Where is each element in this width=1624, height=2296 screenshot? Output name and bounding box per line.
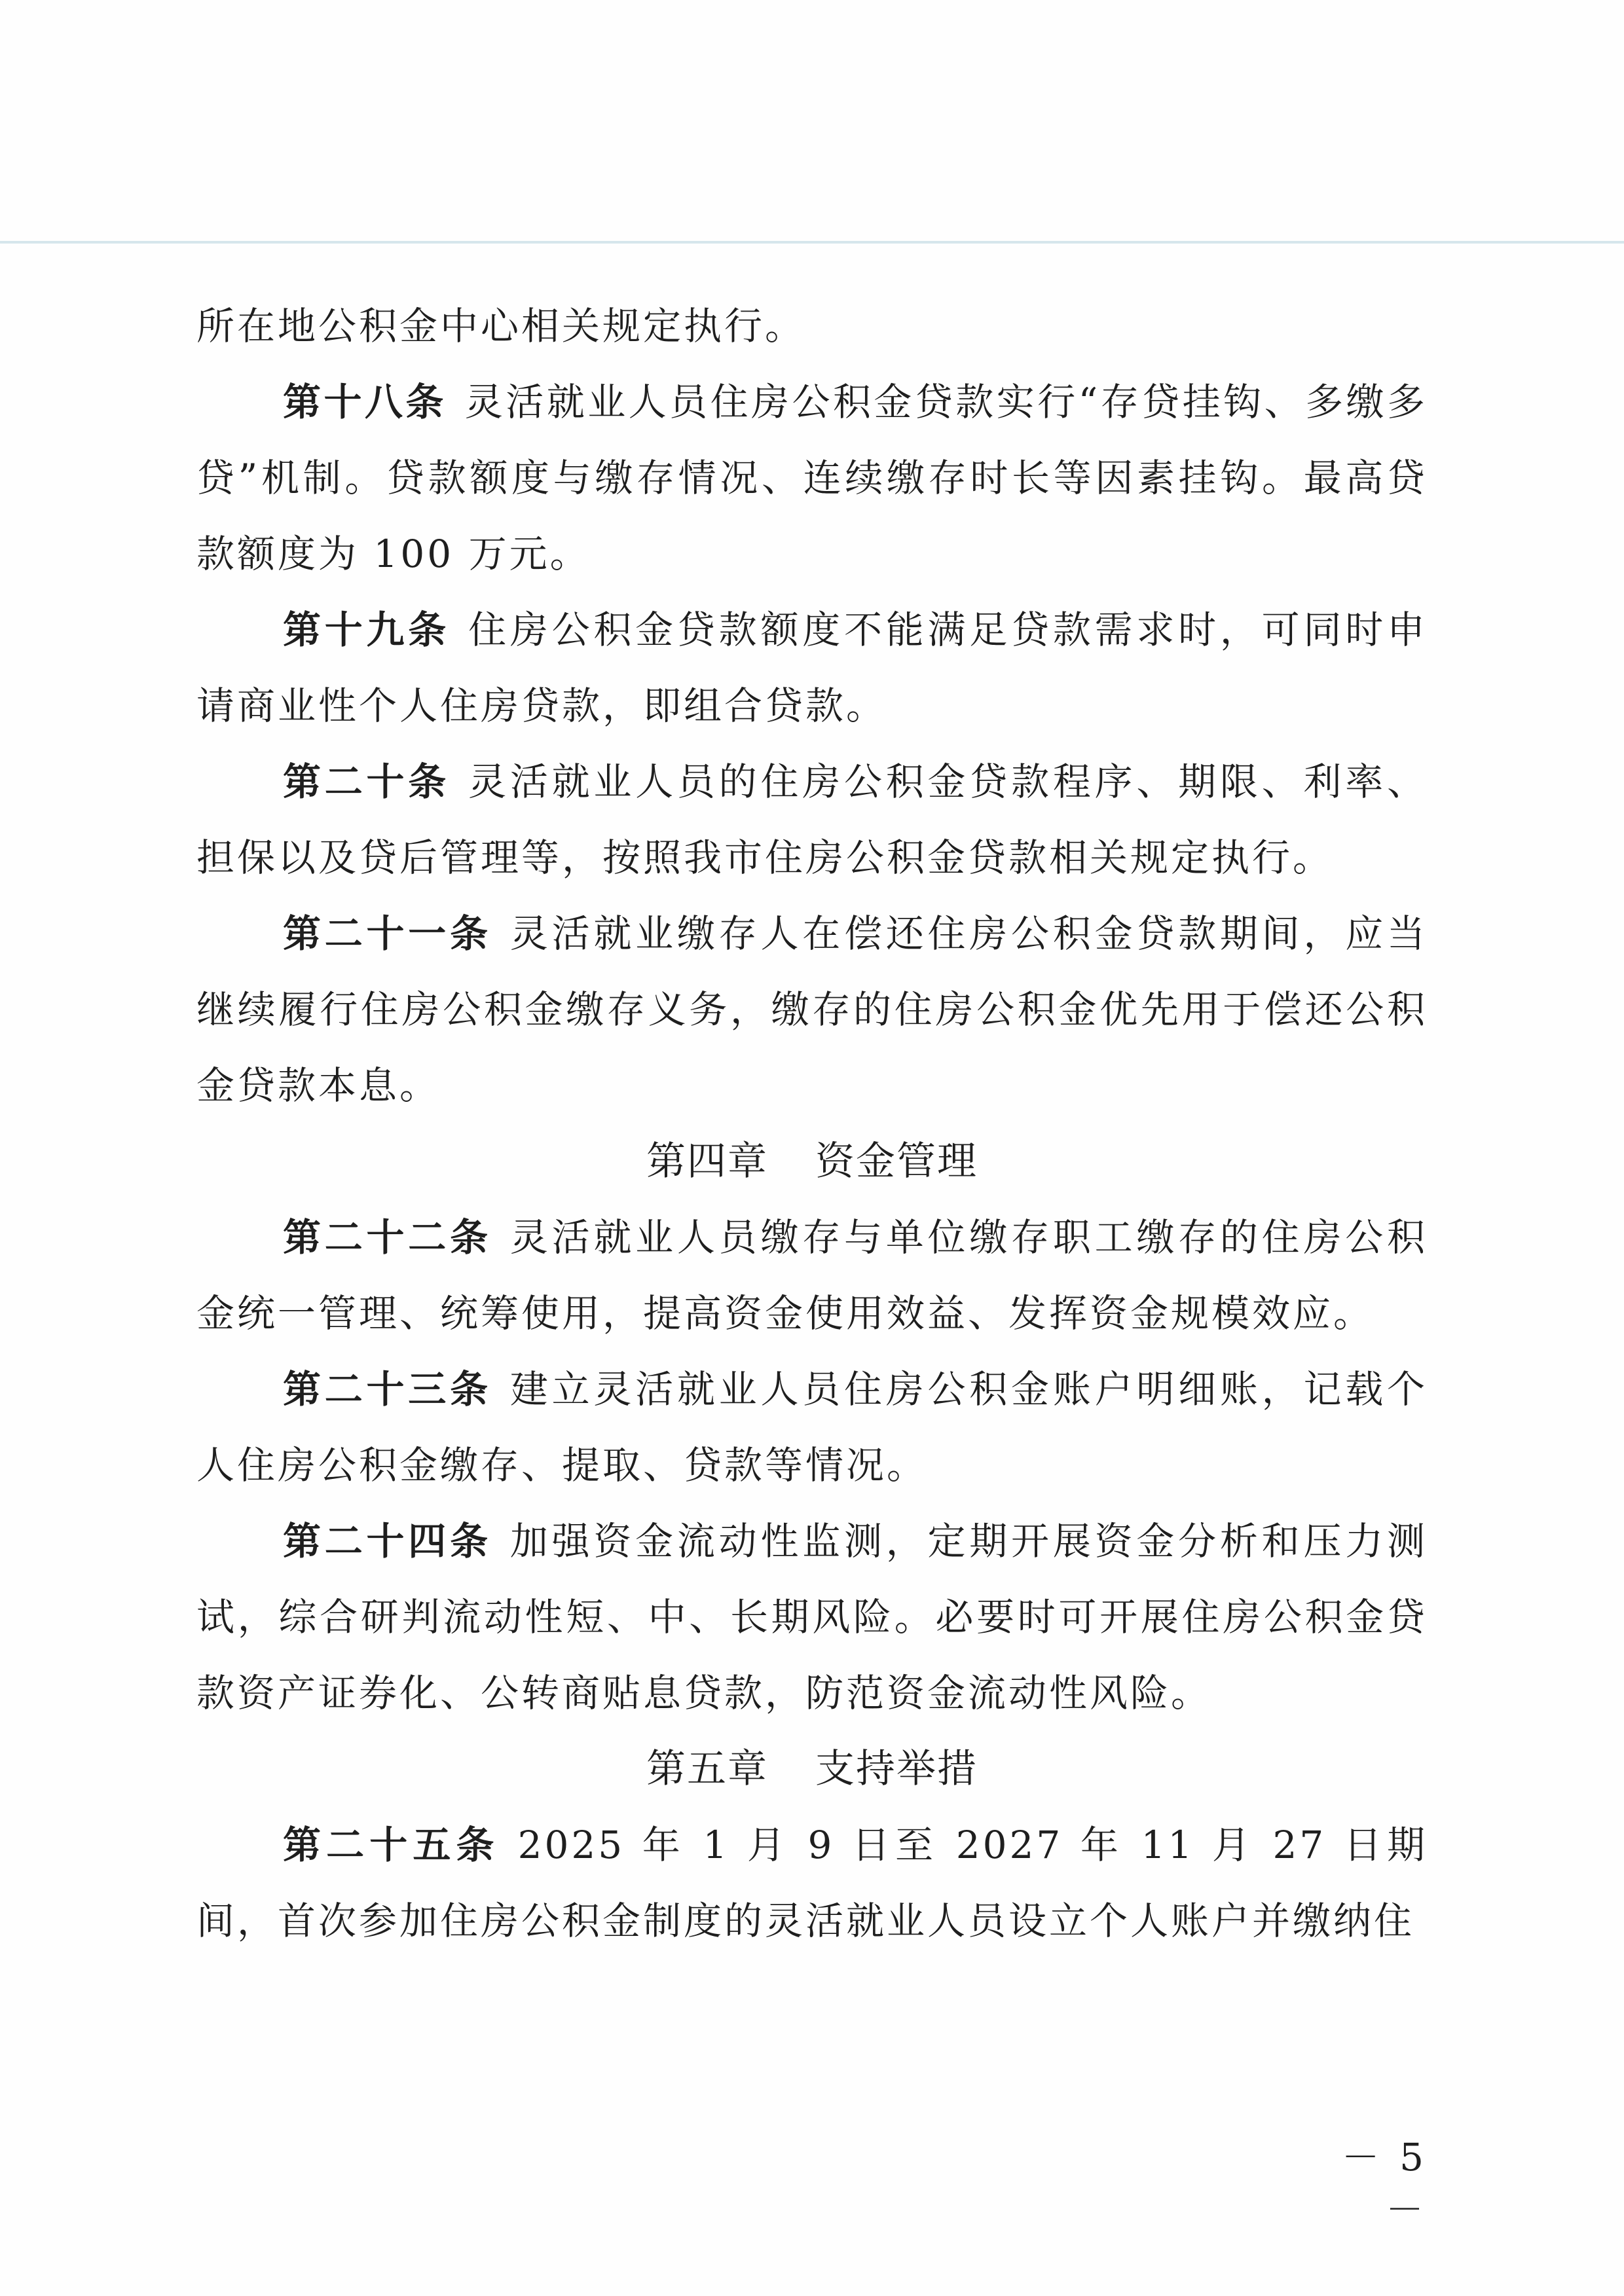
chapter-4-heading [196, 1123, 1428, 1199]
article-text: 灵活就业人员的住房公积金贷款程序、期限、利率、担保以及贷后管理等，按照我市住房公积金贷款相关规定执行。 [196, 759, 1428, 880]
article-number: 第二十二条 [283, 1215, 492, 1260]
article-18 [196, 364, 1428, 592]
chapter-number: 第五章 [646, 1746, 768, 1792]
article-number: 第二十五条 [283, 1823, 500, 1867]
article-text: 加强资金流动性监测，定期开展资金分析和压力测试，综合研判流动性短、中、长期风险。必要时可开展住房公积金贷款资产证券化、公转商贴息贷款，防范资金流动性风险。 [196, 1519, 1428, 1715]
article-20 [196, 744, 1428, 896]
chapter-number: 第四章 [646, 1139, 768, 1184]
article-text: 2025 年 1 月 9 日至 2027 年 11 月 27 日期间，首次参加住房公积金制度的灵活就业人员设立个人账户并缴纳住 [196, 1823, 1428, 1943]
lead-paragraph: 所在地公积金中心相关规定执行。 [196, 304, 806, 348]
article-text: 灵活就业人员缴存与单位缴存职工缴存的住房公积金统一管理、统筹使用，提高资金使用效益、发挥资金规模效应。 [196, 1215, 1428, 1336]
article-23 [196, 1351, 1428, 1503]
article-number: 第十八条 [283, 380, 447, 424]
article-25 [196, 1807, 1428, 1959]
chapter-title: 支持举措 [815, 1746, 978, 1792]
article-number: 第二十四条 [283, 1519, 492, 1563]
article-number: 第二十三条 [283, 1367, 492, 1412]
document-body [196, 288, 1428, 1959]
page-number: － 5 － [1341, 2135, 1428, 2232]
article-text: 住房公积金贷款额度不能满足贷款需求时，可同时申请商业性个人住房贷款，即组合贷款。 [196, 608, 1428, 728]
chapter-5-heading [196, 1731, 1428, 1807]
article-22 [196, 1199, 1428, 1351]
article-text: 灵活就业人员住房公积金贷款实行“存贷挂钩、多缴多贷”机制。贷款额度与缴存情况、连续缴存时长等因素挂钩。最高贷款额度为 100 万元。 [196, 380, 1428, 576]
article-text: 建立灵活就业人员住房公积金账户明细账，记载个人住房公积金缴存、提取、贷款等情况。 [196, 1367, 1428, 1487]
article-number: 第二十条 [283, 759, 451, 804]
article-21 [196, 896, 1428, 1123]
article-number: 第十九条 [283, 608, 451, 652]
article-number: 第二十一条 [283, 911, 492, 956]
article-19 [196, 592, 1428, 744]
header-rule [0, 241, 1624, 244]
article-text: 灵活就业缴存人在偿还住房公积金贷款期间，应当继续履行住房公积金缴存义务，缴存的住房公积金优先用于偿还公积金贷款本息。 [196, 911, 1428, 1108]
article-24 [196, 1503, 1428, 1731]
chapter-title: 资金管理 [815, 1139, 978, 1184]
